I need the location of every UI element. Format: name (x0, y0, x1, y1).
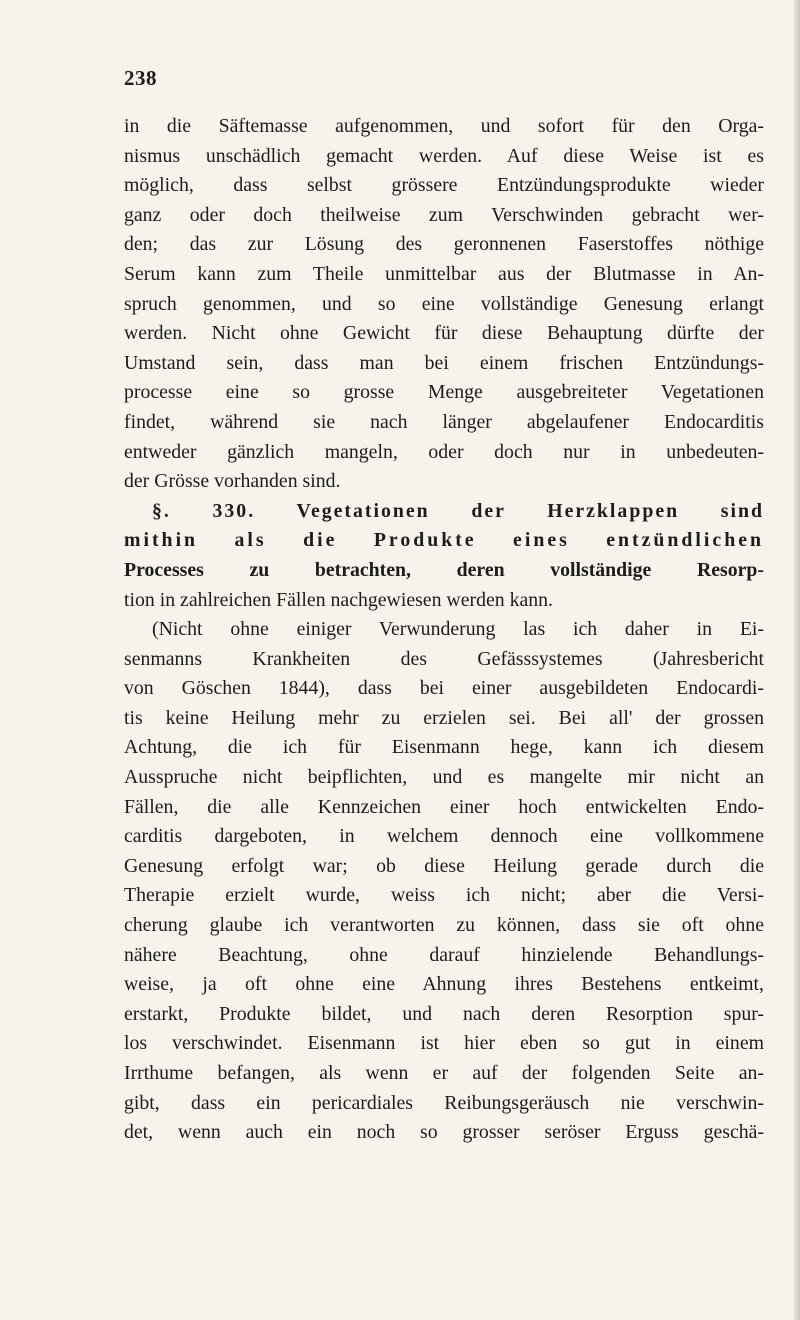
body-text (124, 112, 764, 1148)
page-number: 238 (124, 66, 157, 90)
text-line: carditis dargeboten, in welchem dennoch eine vollkommene (124, 825, 764, 848)
text-line: processe eine so grosse Menge ausgebreiteter Vegetationen (124, 381, 764, 404)
text-line: tis keine Heilung mehr zu erzielen sei. Bei all' der grossen (124, 706, 764, 729)
text-line: entweder gänzlich mangeln, oder doch nur in unbedeuten- (124, 440, 764, 463)
text-line: weise, ja oft ohne eine Ahnung ihres Bestehens entkeimt, (124, 973, 764, 996)
text-line: Therapie erzielt wurde, weiss ich nicht; aber die Versi- (124, 884, 764, 907)
text-line: cherung glaube ich verantworten zu können, dass sie oft ohne (124, 914, 764, 937)
text-line: (Nicht ohne einiger Verwunderung las ich daher in Ei- (152, 618, 764, 641)
text-line: Fällen, die alle Kennzeichen einer hoch entwickelten Endo- (124, 795, 764, 818)
text-line: Irrthume befangen, als wenn er auf der folgenden Seite an- (124, 1062, 764, 1084)
text-line: erstarkt, Produkte bildet, und nach deren Resorption spur- (124, 1002, 764, 1025)
text-line: werden. Nicht ohne Gewicht für diese Behauptung dürfte der (124, 322, 764, 345)
text-line: Achtung, die ich für Eisenmann hege, kann ich diesem (124, 736, 764, 759)
text-line: Processes zu betrachten, deren vollständige Resorp- (124, 558, 764, 581)
text-line: gibt, dass ein pericardiales Reibungsgeräusch nie verschwin- (124, 1091, 764, 1114)
text-line: spruch genommen, und so eine vollständige Genesung erlangt (124, 292, 764, 315)
text-line: möglich, dass selbst grössere Entzündungsprodukte wieder (124, 174, 764, 197)
text-line: tion in zahlreichen Fällen nachgewiesen werden kann. (124, 588, 553, 611)
text-line: der Grösse vorhanden sind. (124, 470, 341, 493)
text-line: nähere Beachtung, ohne darauf hinzielende Behandlungs- (124, 943, 764, 966)
text-line: Ausspruche nicht beipflichten, und es mangelte mir nicht an (124, 766, 764, 789)
text-line: in die Säftemasse aufgenommen, und sofort für den Orga- (124, 115, 764, 137)
text-line: Genesung erfolgt war; ob diese Heilung gerade durch die (124, 854, 764, 877)
text-line: Serum kann zum Theile unmittelbar aus der Blutmasse in An- (124, 262, 764, 285)
text-line: det, wenn auch ein noch so grosser seröser Erguss geschä- (124, 1121, 764, 1144)
text-line: senmanns Krankheiten des Gefässsystemes (Jahresbericht (124, 647, 764, 670)
text-line: Umstand sein, dass man bei einem frischen Entzündungs- (124, 351, 764, 374)
text-line: nismus unschädlich gemacht werden. Auf diese Weise ist es (124, 144, 764, 167)
section-heading-line: mithin als die Produkte eines entzündlichen (124, 529, 764, 552)
section-heading-line: §. 330. Vegetationen der Herzklappen sind (152, 499, 764, 522)
text-line: ganz oder doch theilweise zum Verschwinden gebracht wer- (124, 203, 764, 226)
text-line: von Göschen 1844), dass bei einer ausgebildeten Endocardi- (124, 677, 764, 700)
text-line: los verschwindet. Eisenmann ist hier eben so gut in einem (124, 1032, 764, 1055)
page-edge-shadow (794, 0, 800, 1320)
text-line: den; das zur Lösung des geronnenen Faserstoffes nöthige (124, 233, 764, 256)
text-line: findet, während sie nach länger abgelaufener Endocarditis (124, 410, 764, 433)
